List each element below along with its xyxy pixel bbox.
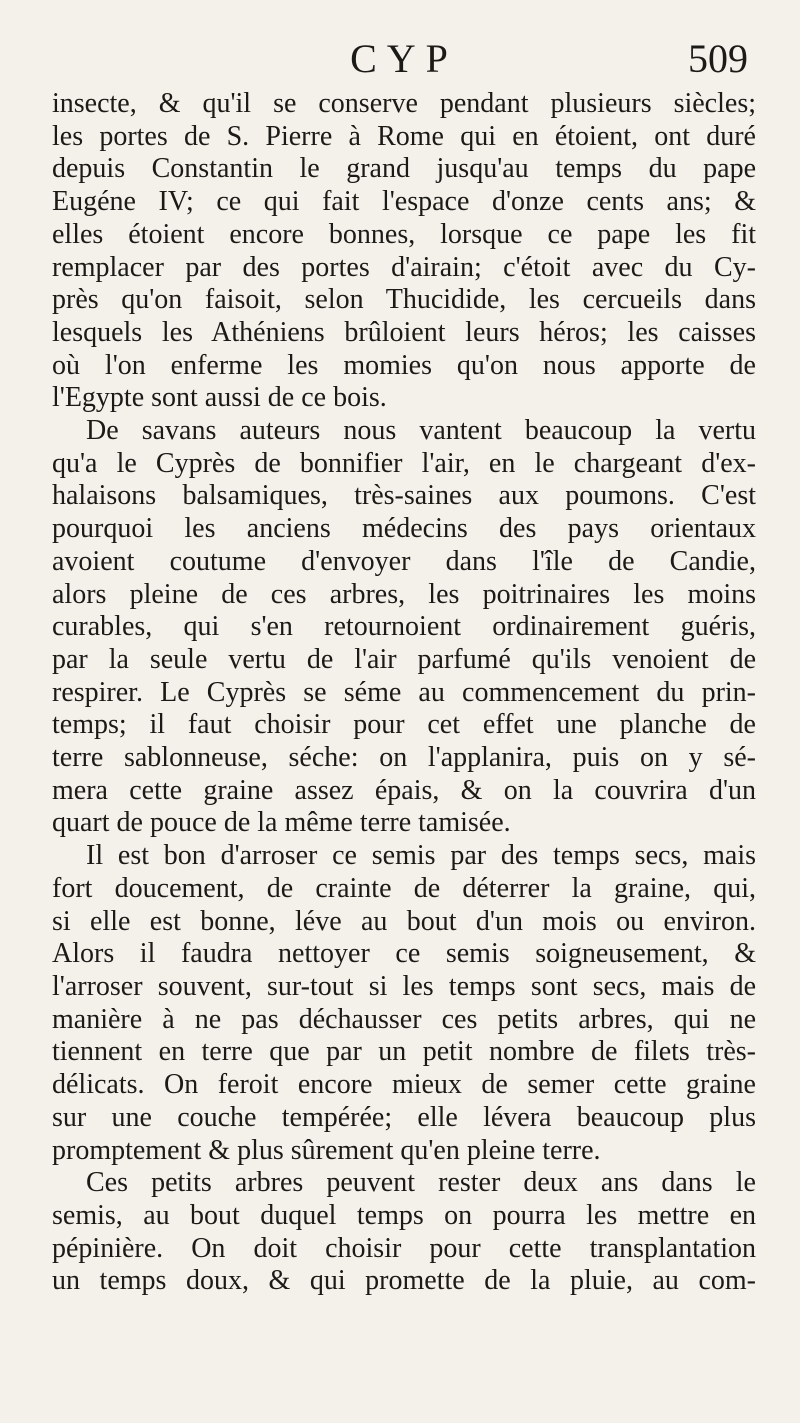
text-line: pourquoi les anciens médecins des pays orientaux xyxy=(52,513,756,545)
text-line: si elle est bonne, léve au bout d'un mois ou environ. xyxy=(52,905,756,937)
text-line: quart de pouce de la même terre tamisée. xyxy=(52,807,511,839)
text-line: respirer. Le Cyprès se séme au commencement du prin- xyxy=(52,676,756,708)
text-line: De savans auteurs nous vantent beaucoup la vertu xyxy=(86,415,756,447)
text-line: promptement & plus sûrement qu'en pleine terre. xyxy=(52,1134,601,1166)
text-line: les portes de S. Pierre à Rome qui en étoient, ont duré xyxy=(52,120,756,152)
text-line: par la seule vertu de l'air parfumé qu'ils venoient de xyxy=(52,643,756,675)
text-line: tiennent en terre que par un petit nombre de filets très- xyxy=(52,1036,756,1068)
text-line: fort doucement, de crainte de déterrer la graine, qui, xyxy=(52,872,756,904)
text-line: lesquels les Athéniens brûloient leurs héros; les caisses xyxy=(52,316,756,348)
text-line: Eugéne IV; ce qui fait l'espace d'onze cents ans; & xyxy=(52,186,756,218)
text-line: terre sablonneuse, séche: on l'applanira, puis on y sé- xyxy=(52,742,756,774)
text-line: mera cette graine assez épais, & on la couvrira d'un xyxy=(52,774,756,806)
text-line: où l'on enferme les momies qu'on nous apporte de xyxy=(52,349,756,381)
text-line: remplacer par des portes d'airain; c'étoit avec du Cy- xyxy=(52,251,756,283)
text-line: Ces petits arbres peuvent rester deux ans dans le xyxy=(86,1167,756,1199)
text-line: elles étoient encore bonnes, lorsque ce pape les fit xyxy=(52,218,756,250)
text-line: délicats. On feroit encore mieux de semer cette graine xyxy=(52,1069,756,1101)
text-line: près qu'on faisoit, selon Thucidide, les cercueils dans xyxy=(52,284,756,316)
text-line: l'arroser souvent, sur-tout si les temps sont secs, mais de xyxy=(52,970,756,1002)
text-line: semis, au bout duquel temps on pourra les mettre en xyxy=(52,1199,756,1231)
running-head xyxy=(52,30,756,88)
text-line: curables, qui s'en retournoient ordinairement guéris, xyxy=(52,611,756,643)
text-line: pépinière. On doit choisir pour cette transplantation xyxy=(52,1232,756,1264)
text-line: temps; il faut choisir pour cet effet une planche de xyxy=(52,709,756,741)
text-line: depuis Constantin le grand jusqu'au temps du pape xyxy=(52,153,756,185)
body-text xyxy=(52,88,756,1298)
text-line: alors pleine de ces arbres, les poitrinaires les moins xyxy=(52,578,756,610)
text-line: l'Egypte sont aussi de ce bois. xyxy=(52,382,387,414)
text-line: qu'a le Cyprès de bonnifier l'air, en le chargeant d'ex- xyxy=(52,447,756,479)
page-number: 509 xyxy=(688,36,748,81)
text-line: avoient coutume d'envoyer dans l'île de Candie, xyxy=(52,545,756,577)
text-line: halaisons balsamiques, très-saines aux poumons. C'est xyxy=(52,480,756,512)
text-line: insecte, & qu'il se conserve pendant plusieurs siècles; xyxy=(52,88,756,119)
text-line: Il est bon d'arroser ce semis par des temps secs, mais xyxy=(86,840,756,872)
text-line: un temps doux, & qui promette de la pluie, au com- xyxy=(52,1265,756,1297)
text-line: Alors il faudra nettoyer ce semis soigneusement, & xyxy=(52,938,756,970)
text-line: sur une couche tempérée; elle lévera beaucoup plus xyxy=(52,1101,756,1133)
running-title: CYP xyxy=(350,36,458,81)
text-line: manière à ne pas déchausser ces petits arbres, qui ne xyxy=(52,1003,756,1035)
